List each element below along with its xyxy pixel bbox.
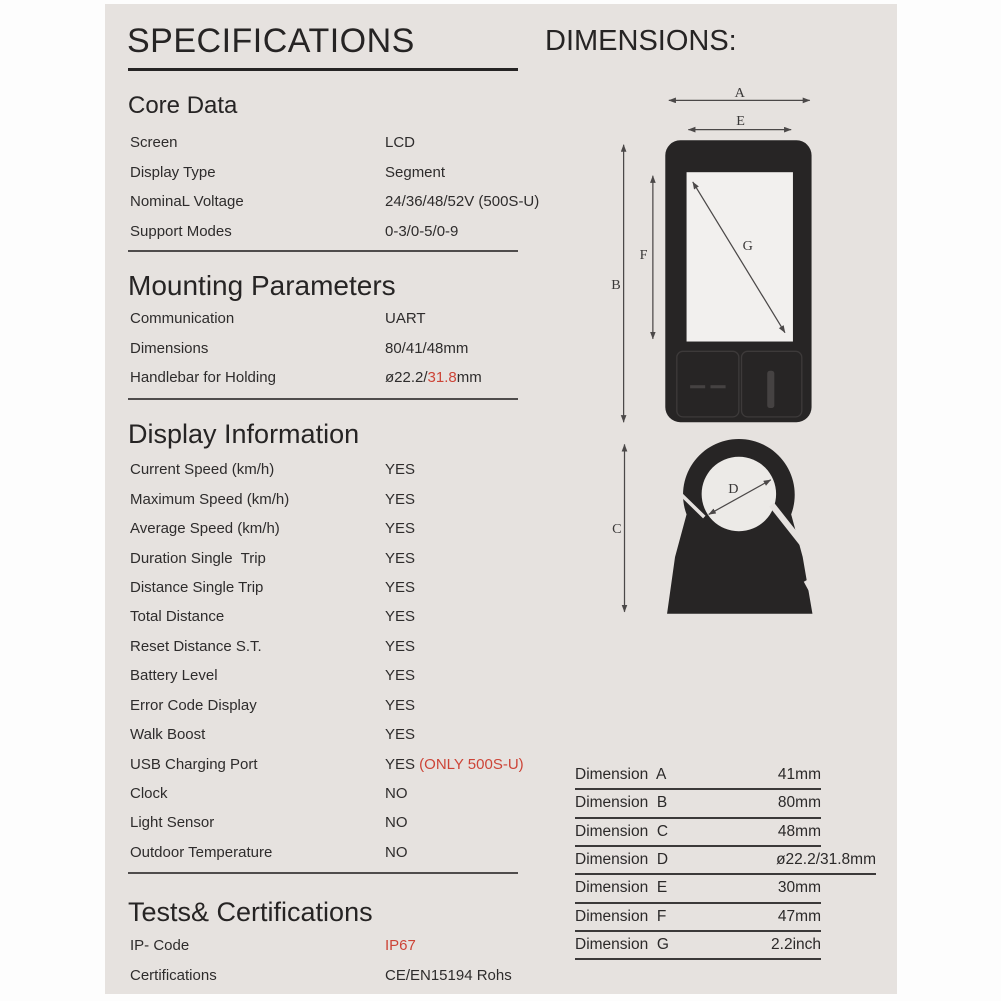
- spec-value: Segment: [385, 163, 446, 181]
- spec-row-outdoor-temperature: [130, 838, 560, 867]
- spec-label: NominaL Voltage: [130, 193, 244, 211]
- dimension-label: Dimension C: [575, 822, 669, 840]
- spec-label: Dimensions: [130, 339, 209, 357]
- dimension-label: Dimension D: [575, 851, 669, 869]
- dimension-row-a: [575, 762, 821, 790]
- tests-rows: [130, 931, 560, 990]
- spec-row-total-distance: [130, 602, 560, 631]
- spec-value: NO: [385, 843, 408, 861]
- spec-value: YES: [385, 696, 416, 714]
- spec-value: 0-3/0-5/0-9: [385, 222, 459, 240]
- display-info-rows: [130, 455, 560, 867]
- spec-label: Reset Distance S.T.: [130, 637, 262, 655]
- dimension-row-f: [575, 904, 821, 932]
- diagram-label-e: E: [736, 113, 745, 130]
- spec-label: Maximum Speed (km/h): [130, 490, 290, 508]
- title-underline: [128, 68, 518, 71]
- spec-label: Current Speed (km/h): [130, 461, 275, 479]
- spec-label: Communication: [130, 310, 235, 328]
- spec-row-support-modes: [130, 216, 560, 245]
- dimension-value: 47mm: [777, 907, 821, 925]
- spec-value: CE/EN15194 Rohs: [385, 966, 512, 984]
- section-heading-display-info: Display Information: [128, 419, 360, 449]
- dimension-value: 41mm: [777, 766, 821, 784]
- spec-label: Handlebar for Holding: [130, 369, 276, 387]
- dimension-label: Dimension F: [575, 907, 667, 925]
- spec-value: NO: [385, 814, 408, 832]
- section-divider: [128, 250, 518, 252]
- dimension-value: 30mm: [777, 879, 821, 897]
- spec-label: Average Speed (km/h): [130, 520, 280, 538]
- spec-row-usb-charging: [130, 749, 560, 778]
- power-bar-icon: [767, 371, 774, 408]
- spec-row-dimensions: [130, 333, 560, 362]
- spec-value: [385, 369, 482, 386]
- spec-row-walk-boost: [130, 720, 560, 749]
- diagram-label-d: D: [728, 481, 739, 498]
- dimension-table: [575, 762, 877, 960]
- spec-label: IP- Code: [130, 937, 190, 955]
- dimension-row-c: [575, 819, 821, 847]
- spec-value: YES: [385, 461, 416, 479]
- section-divider: [128, 398, 518, 400]
- spec-value: YES: [385, 667, 416, 685]
- spec-label: Distance Single Trip: [130, 578, 264, 596]
- section-heading-core-data: Core Data: [128, 92, 238, 119]
- spec-value: 24/36/48/52V (500S-U): [385, 193, 540, 211]
- spec-row-certifications: [130, 960, 560, 989]
- dimensions-diagram: [575, 80, 885, 705]
- spec-label: Outdoor Temperature: [130, 843, 273, 861]
- value-part-red: 31.8: [427, 369, 457, 387]
- spec-label: Screen: [130, 134, 178, 152]
- spec-label: Error Code Display: [130, 696, 257, 714]
- section-heading-tests: Tests& Certifications: [128, 897, 373, 927]
- spec-row-screen: [130, 128, 560, 157]
- spec-value: YES: [385, 578, 416, 596]
- dimension-value: 2.2inch: [771, 936, 821, 954]
- specifications-title: SPECIFICATIONS: [127, 22, 415, 60]
- spec-row-ip-code: [130, 931, 560, 960]
- spec-value: YES: [385, 726, 416, 744]
- spec-row-communication: [130, 304, 560, 333]
- dimension-label: Dimension G: [575, 936, 669, 954]
- dimension-value: ø22.2/31.8mm: [776, 851, 876, 869]
- dimension-label: Dimension B: [575, 794, 668, 812]
- spec-label: Walk Boost: [130, 726, 206, 744]
- clamp-hole: [702, 457, 776, 531]
- section-divider: [128, 872, 518, 874]
- spec-row-clock: [130, 779, 560, 808]
- value-part: mm: [456, 369, 482, 387]
- dimension-value: 80mm: [777, 794, 821, 812]
- value-part: ø22.2/: [385, 369, 428, 387]
- spec-value: YES: [385, 490, 416, 508]
- spec-row-duration-single-trip: [130, 543, 560, 572]
- diagram-label-b: B: [611, 277, 621, 294]
- spec-row-light-sensor: [130, 808, 560, 837]
- dimension-value: 48mm: [777, 822, 821, 840]
- spec-row-current-speed: [130, 455, 560, 484]
- spec-label: Duration Single Trip: [130, 549, 266, 567]
- spec-label: Display Type: [130, 163, 216, 181]
- dimension-label: Dimension A: [575, 766, 667, 784]
- spec-value: 80/41/48mm: [385, 339, 469, 357]
- spec-value: YES: [385, 549, 416, 567]
- spec-value: YES: [385, 637, 416, 655]
- value-part: YES: [385, 755, 416, 773]
- spec-value: LCD: [385, 134, 416, 152]
- spec-label: USB Charging Port: [130, 755, 258, 773]
- spec-value: UART: [385, 310, 426, 328]
- spec-row-battery-level: [130, 661, 560, 690]
- spec-label: Light Sensor: [130, 814, 215, 832]
- dimension-label: Dimension E: [575, 879, 668, 897]
- dimension-row-g: [575, 932, 821, 960]
- spec-row-display-type: [130, 157, 560, 186]
- spec-row-average-speed: [130, 514, 560, 543]
- spec-value: [385, 756, 524, 773]
- diagram-label-f: F: [639, 247, 648, 264]
- spec-value: YES: [385, 608, 416, 626]
- spec-row-reset-distance: [130, 632, 560, 661]
- spec-row-error-code: [130, 691, 560, 720]
- spec-value: NO: [385, 785, 408, 803]
- dimension-row-e: [575, 875, 821, 903]
- spec-row-nominal-voltage: [130, 187, 560, 216]
- spec-row-distance-single-trip: [130, 573, 560, 602]
- spec-value-red: IP67: [385, 937, 416, 955]
- core-data-rows: [130, 128, 560, 246]
- section-heading-mounting: Mounting Parameters: [128, 270, 396, 301]
- diagram-label-c: C: [612, 521, 622, 538]
- diagram-label-a: A: [734, 84, 745, 101]
- spec-label: Total Distance: [130, 608, 225, 626]
- spec-value: YES: [385, 520, 416, 538]
- spec-label: Certifications: [130, 966, 217, 984]
- spec-label: Support Modes: [130, 222, 232, 240]
- value-part-red: (ONLY 500S-U): [415, 755, 524, 773]
- dimension-row-d: [575, 847, 876, 875]
- dimension-row-b: [575, 790, 821, 818]
- mounting-rows: [130, 304, 560, 392]
- spec-row-maximum-speed: [130, 484, 560, 513]
- dimensions-title: DIMENSIONS:: [545, 25, 737, 57]
- diagram-label-g: G: [742, 238, 753, 255]
- spec-row-handlebar: [130, 363, 560, 392]
- spec-label: Battery Level: [130, 667, 218, 685]
- spec-label: Clock: [130, 785, 168, 803]
